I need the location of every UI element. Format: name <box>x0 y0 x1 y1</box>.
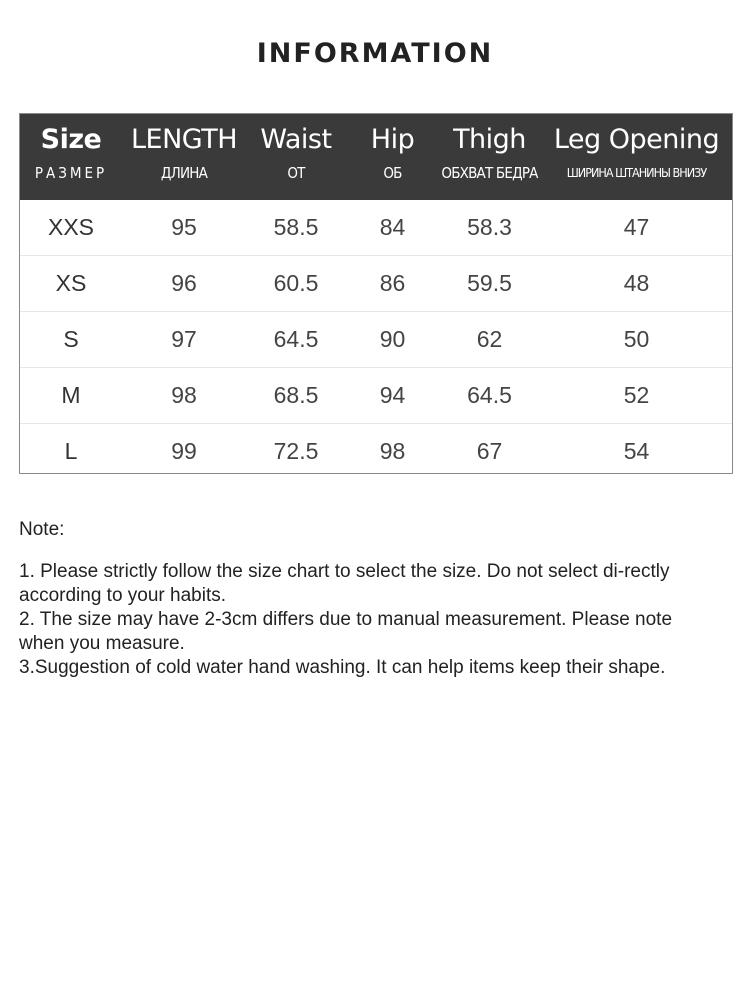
header-label-en: Thigh <box>453 124 526 155</box>
header-label-en: Size <box>40 124 102 155</box>
thigh-cell: 64.5 <box>438 368 541 424</box>
header-label-ru: ШИРИНА ШТАНИНЫ ВНИЗУ <box>566 165 707 180</box>
header-label-ru: ДЛИНА <box>160 164 208 182</box>
header-label-en: Waist <box>260 124 332 155</box>
header-row <box>19 113 732 200</box>
page-title: INFORMATION <box>256 38 494 69</box>
header-label-en: LENGTH <box>130 124 238 155</box>
header-leg-opening <box>541 113 732 200</box>
leg-opening-cell: 47 <box>623 214 650 240</box>
header-label-en: Leg Opening <box>553 124 720 155</box>
note-item: 2. The size may have 2-3cm differs due to manual measurement. Please note when you measure. <box>19 609 673 654</box>
length-cell: 99 <box>123 424 245 480</box>
table-body <box>19 200 732 479</box>
header-hip <box>347 113 438 200</box>
header-label-en: Hip <box>370 124 415 155</box>
thigh-cell: 67 <box>438 424 541 480</box>
thigh-cell: 58.3 <box>467 214 512 240</box>
waist-cell: 72.5 <box>245 424 347 480</box>
note-item: 1. Please strictly follow the size chart to select the size. Do not select di-rectly according to your habits. <box>19 561 670 606</box>
header-waist <box>245 113 347 200</box>
leg-opening-cell: 52 <box>541 368 732 424</box>
table-row <box>19 200 732 256</box>
header-length <box>123 113 245 200</box>
table-row <box>19 256 732 312</box>
note-item: 3.Suggestion of cold water hand washing. It can help items keep their shape. <box>19 657 666 678</box>
waist-cell: 60.5 <box>245 256 347 312</box>
hip-cell: 86 <box>347 256 438 312</box>
hip-cell: 94 <box>347 368 438 424</box>
length-cell: 97 <box>123 312 245 368</box>
waist-cell: 64.5 <box>245 312 347 368</box>
length-cell: 96 <box>123 256 245 312</box>
header-label-ru: ОБХВАТ БЕДРА <box>441 164 538 182</box>
thigh-cell: 62 <box>438 312 541 368</box>
table-row <box>19 312 732 368</box>
header-label-ru: РАЗМЕР <box>34 164 108 182</box>
leg-opening-cell: 54 <box>541 424 732 480</box>
length-cell: 98 <box>123 368 245 424</box>
size-cell: XXS <box>47 214 95 240</box>
hip-cell: 98 <box>347 424 438 480</box>
leg-opening-cell: 48 <box>541 256 732 312</box>
waist-cell: 58.5 <box>273 214 319 240</box>
thigh-cell: 59.5 <box>438 256 541 312</box>
size-cell: XS <box>19 256 123 312</box>
table-row <box>19 424 732 480</box>
length-cell: 95 <box>171 214 197 240</box>
table-row <box>19 368 732 424</box>
size-cell: L <box>19 424 123 480</box>
header-label-ru: ОБ <box>383 164 402 182</box>
header-thigh <box>438 113 541 200</box>
table-header <box>19 113 732 200</box>
note-label: Note: <box>19 519 65 540</box>
size-cell: S <box>19 312 123 368</box>
notes-section <box>19 518 719 680</box>
size-chart-table <box>19 113 732 479</box>
header-size <box>19 113 123 200</box>
hip-cell: 90 <box>347 312 438 368</box>
leg-opening-cell: 50 <box>541 312 732 368</box>
hip-cell: 84 <box>379 214 406 240</box>
header-label-ru: ОТ <box>287 164 305 182</box>
waist-cell: 68.5 <box>245 368 347 424</box>
size-cell: M <box>19 368 123 424</box>
